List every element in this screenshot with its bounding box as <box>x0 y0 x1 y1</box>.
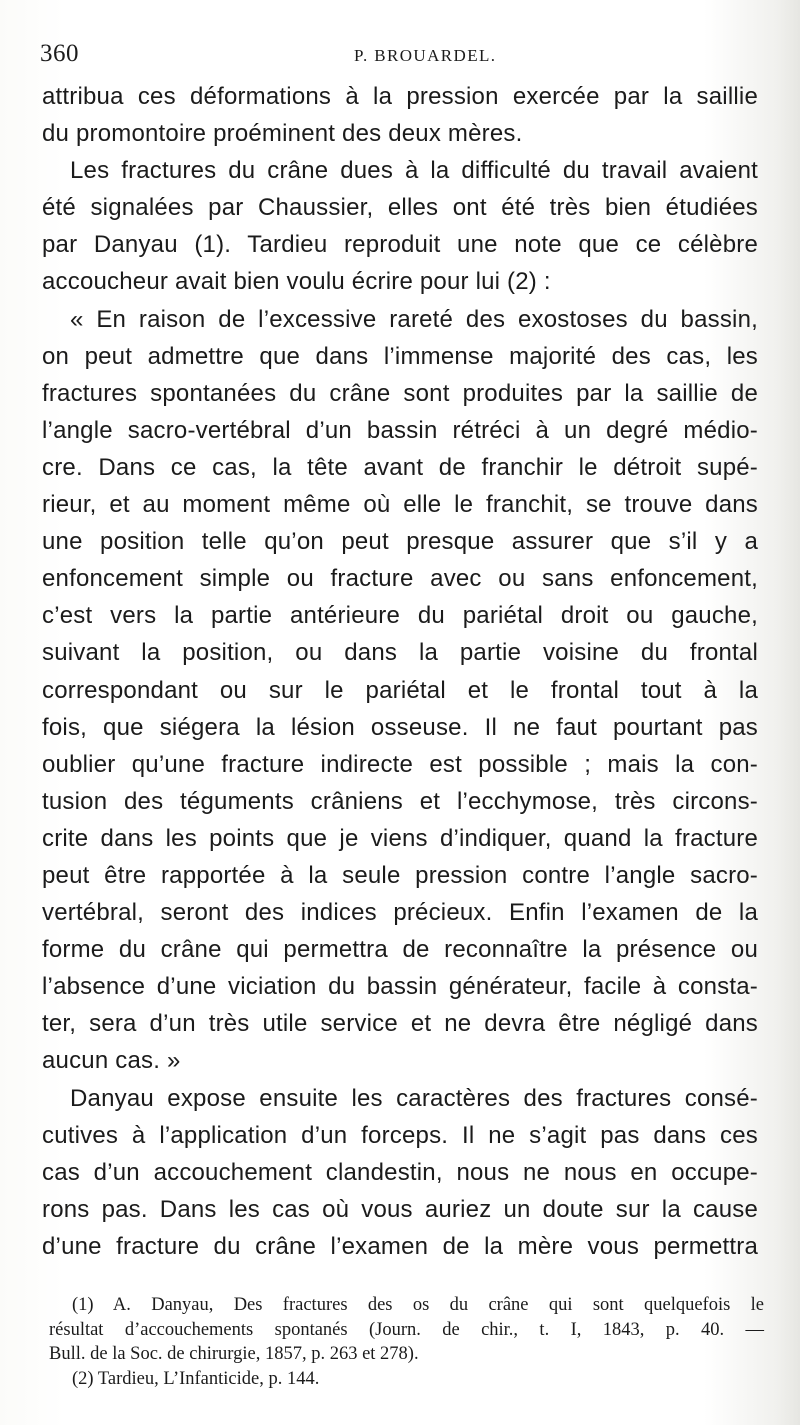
running-head: P. BROUARDEL. <box>354 46 497 65</box>
text-line: l’absence d’une viciation du bassin générateur, facile à consta- <box>42 973 758 1001</box>
text-line: par Danyau (1). Tardieu reproduit une note que ce célèbre <box>42 231 758 259</box>
paragraph-first-line: Danyau expose ensuite les caractères des fractures consé- <box>70 1084 758 1112</box>
text-line: été signalées par Chaussier, elles ont été très bien étudiées <box>42 194 758 222</box>
text-line: peut être rapportée à la seule pression contre l’angle sacro- <box>42 861 758 889</box>
text-line: accoucheur avait bien voulu écrire pour lui (2) : <box>42 268 551 296</box>
text-line: suivant la position, ou dans la partie voisine du frontal <box>42 639 758 667</box>
text-line: cre. Dans ce cas, la tête avant de franchir le détroit supé- <box>42 453 758 481</box>
text-line: vertébral, seront des indices précieux. Enfin l’examen de la <box>42 899 758 927</box>
text-line: ter, sera d’un très utile service et ne devra être négligé dans <box>42 1010 758 1038</box>
paragraph-first-line: Les fractures du crâne dues à la difficulté du travail avaient <box>70 157 758 185</box>
text-line: correspondant ou sur le pariétal et le frontal tout à la <box>42 676 758 704</box>
text-line: on peut admettre que dans l’immense majorité des cas, les <box>42 342 758 370</box>
footnote-1-continuation: Bull. de la Soc. de chirurgie, 1857, p. 263 et 278). <box>49 1344 419 1364</box>
text-line: forme du crâne qui permettra de reconnaître la présence ou <box>42 936 758 964</box>
footnotes <box>49 1293 764 1391</box>
page-header <box>40 40 740 74</box>
text-line: c’est vers la partie antérieure du pariétal droit ou gauche, <box>42 602 758 630</box>
text-line: attribua ces déformations à la pression exercée par la saillie <box>42 83 758 110</box>
text-line: l’angle sacro-vertébral d’un bassin rétréci à un degré médio- <box>42 416 758 444</box>
text-line: crite dans les points que je viens d’indiquer, quand la fracture <box>42 824 758 852</box>
text-line: fractures spontanées du crâne sont produites par la saillie de <box>42 379 758 407</box>
text-line: aucun cas. » <box>42 1047 181 1075</box>
text-line: cutives à l’application d’un forceps. Il ne s’agit pas dans ces <box>42 1121 758 1149</box>
text-line: une position telle qu’on peut presque assurer que s’il y a <box>42 528 758 556</box>
text-line: d’une fracture du crâne l’examen de la mère vous permettra <box>42 1232 758 1260</box>
footnote-2: (2) Tardieu, L’Infanticide, p. 144. <box>72 1368 320 1389</box>
text-line: rieur, et au moment même où elle le franchit, se trouve dans <box>42 491 758 519</box>
text-line: fois, que siégera la lésion osseuse. Il ne faut pourtant pas <box>42 713 758 741</box>
footnote-1-continuation: résultat d’accouchements spontanés (Journ. de chir., t. I, 1843, p. 40. — <box>49 1319 764 1340</box>
text-line: rons pas. Dans les cas où vous auriez un doute sur la cause <box>42 1195 758 1223</box>
text-line: tusion des téguments crâniens et l’ecchymose, très circons- <box>42 787 758 815</box>
text-line: oublier qu’une fracture indirecte est possible ; mais la con- <box>42 750 758 778</box>
page-number: 360 <box>40 40 79 67</box>
footnote-1: (1) A. Danyau, Des fractures des os du crâne qui sont quelquefois le <box>72 1295 764 1315</box>
paragraph-first-line: « En raison de l’excessive rareté des exostoses du bassin, <box>70 305 758 333</box>
text-line: enfoncement simple ou fracture avec ou sans enfoncement, <box>42 565 758 593</box>
text-line: cas d’un accouchement clandestin, nous ne nous en occupe- <box>42 1158 758 1186</box>
body-text <box>42 78 758 1265</box>
text-line: du promontoire proéminent des deux mères. <box>42 120 523 148</box>
